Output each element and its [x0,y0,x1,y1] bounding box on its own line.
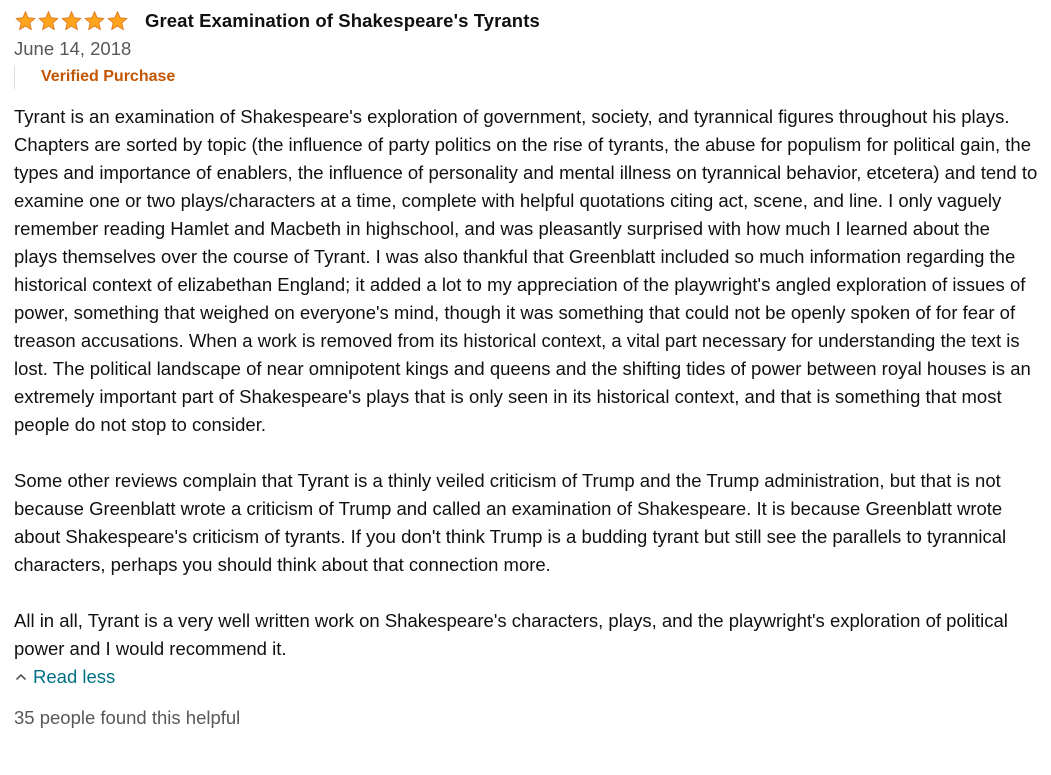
review-title[interactable]: Great Examination of Shakespeare's Tyrants [145,10,540,31]
review-paragraph: Some other reviews complain that Tyrant is a thinly veiled criticism of Trump and the Trump administration, but that is not because Greenblatt wrote a criticism of Trump and called an examination of Shakespeare. It is because Greenblatt wrote about Shakespeare's criticism of tyrants. If you don't think Trump is a budding tyrant but still see the parallels to tyrannical characters, perhaps you should think about that connection more. [14,470,1007,575]
divider [14,65,15,89]
review-body [14,103,1038,663]
review-paragraph: All in all, Tyrant is a very well written work on Shakespeare's characters, plays, and the playwright's exploration of political power and I would recommend it. [14,610,1008,659]
read-less-link[interactable] [14,663,1037,691]
helpful-count: 35 people found this helpful [14,707,241,728]
review-date: June 14, 2018 [14,38,132,59]
star-icon [106,10,129,32]
verified-purchase-badge[interactable]: Verified Purchase [41,68,176,85]
star-icon [14,10,37,32]
review-header [14,8,1037,34]
chevron-up-icon [15,671,27,683]
review-paragraph: Tyrant is an examination of Shakespeare's exploration of government, society, and tyrannical figures throughout his plays. Chapters are sorted by topic (the influence of party politics on the rise of tyrants, the abuse for populism for political gain, the types and importance of enablers, the influence of personality and mental illness on tyrannical behavior, etcetera) and tend to examine one or two plays/characters at a time, complete with helpful quotations citing act, scene, and line. I only vaguely remember reading Hamlet and Macbeth in highschool, and was pleasantly surprised with how much I learned about the plays themselves over the course of Tyrant. I was also thankful that Greenblatt included so much information regarding the historical context of elizabethan England; it added a lot to my appreciation of the playwright's angled exploration of issues of power, something that weighed on everyone's mind, though it was something that could not be openly spoken of for fear of treason accusations. When a work is removed from its historical context, a vital part necessary for understanding the text is lost. The political landscape of near omnipotent kings and queens and the shifting tides of power between royal houses is an extremely important part of Shakespeare's plays that is only seen in its historical context, and that is something that most people do not stop to consider. [14,106,1038,435]
star-icon [60,10,83,32]
read-less-label[interactable]: Read less [33,666,116,687]
star-icon [83,10,106,32]
star-rating[interactable] [14,10,129,32]
verified-purchase-row [14,63,1037,91]
star-icon [37,10,60,32]
